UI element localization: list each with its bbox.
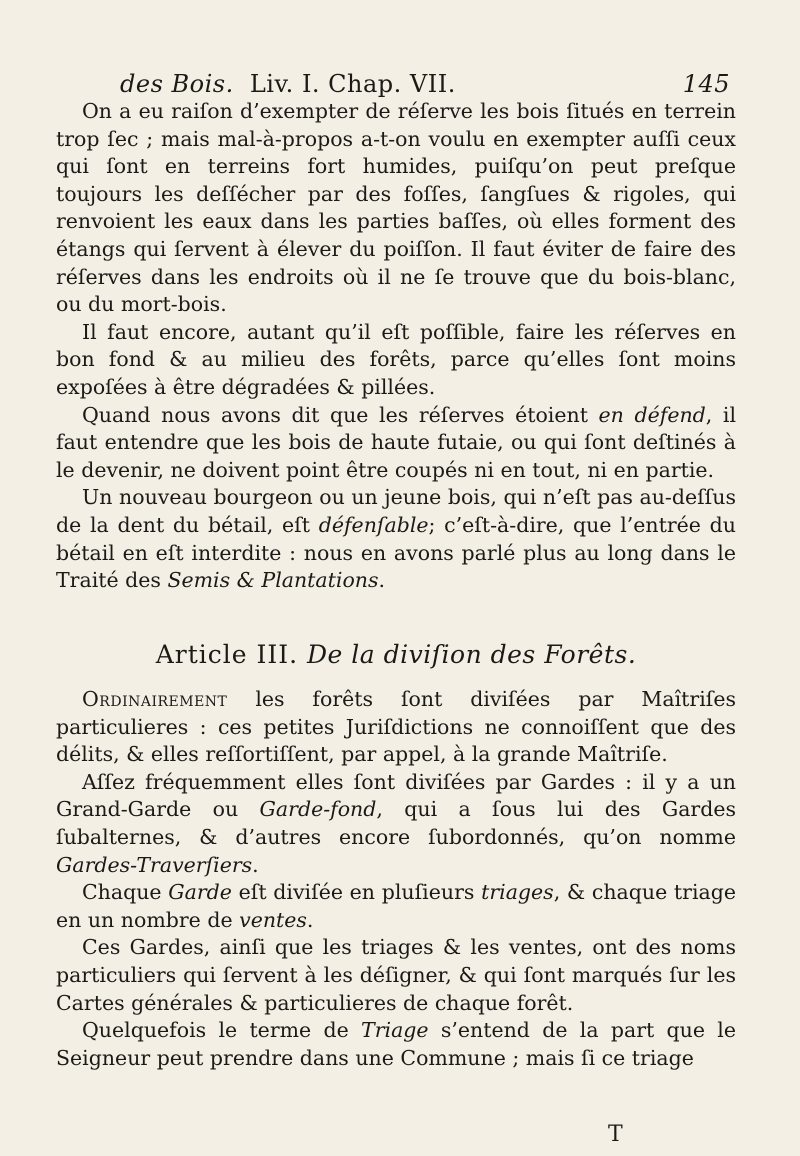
paragraph: Chaque Garde eſt diviſée en pluſieurs triages, & chaque triage en un nombre de ventes.: [56, 880, 736, 932]
body-text-top: [56, 98, 736, 595]
header-chapter: Liv. I. Chap. VII.: [249, 70, 456, 98]
paragraph: Quelquefois le terme de Triage s’entend de la part que le Seigneur peut prendre dans une Commune ; mais ſi ce triage: [56, 1018, 736, 1070]
page-number: 145: [682, 70, 730, 98]
paragraph: Un nouveau bourgeon ou un jeune bois, qui n’eſt pas au-deſſus de la dent du bétail, eſt défenſable; c’eſt-à-dire, que l’entrée du bétail en eſt interdite : nous en avons parlé plus au long dans le Traité des Semis & Plantations.: [56, 485, 736, 593]
article-heading: [56, 640, 736, 669]
paragraph: Ces Gardes, ainſi que les triages & les ventes, ont des noms particuliers qui ſervent à les déſigner, & qui ſont marqués ſur les Cartes générales & particulieres de chaque forêt.: [56, 935, 736, 1015]
signature-mark: T: [608, 1122, 623, 1147]
paragraph: Aſſez fréquemment elles ſont diviſées par Gardes : il y a un Grand-Garde ou Garde-fond, qui a ſous lui des Gardes ſubalternes, & d’autres encore ſubordonnés, qu’on nomme Gardes-Traverſiers.: [56, 769, 736, 877]
paragraph: Quand nous avons dit que les réſerves étoient en défend, il faut entendre que les bois de haute futaie, ou qui ſont deſtinés à le devenir, ne doivent point être coupés ni en tout, ni en partie.: [56, 402, 737, 482]
body-text-bottom: [56, 686, 736, 1072]
paragraph: On a eu raiſon d’exempter de réſerve les bois ſitués en terrein trop ſec ; mais mal-à-propos a-t-on voulu en exempter auſſi ceux qui ſont en terreins fort humides, puiſqu’on peut preſque toujours les deſſécher par des foſſes, ſangſues & rigoles, qui renvoient les eaux dans les parties baſſes, où elles forment des étangs qui ſervent à élever du poiſſon. Il faut éviter de faire des réſerves dans les endroits où il ne ſe trouve que du bois-blanc, ou du mort-bois.: [56, 99, 736, 317]
article-label: Article III.: [155, 640, 299, 669]
paragraph: Il faut encore, autant qu’il eſt poſſible, faire les réſerves en bon fond & au milieu des forêts, parce qu’elles ſont moins expoſées à être dégradées & pillées.: [56, 319, 736, 399]
paragraph: Ordinairement les forêts ſont diviſées par Maîtriſes particulieres : ces petites Juriſdictions ne connoiſſent que des délits, & elles reſſortiſſent, par appel, à la grande Maîtriſe.: [56, 687, 736, 767]
header-title: des Bois.: [120, 70, 234, 98]
running-header: [120, 70, 730, 98]
article-subtitle: De la diviſion des Forêts.: [307, 640, 637, 669]
